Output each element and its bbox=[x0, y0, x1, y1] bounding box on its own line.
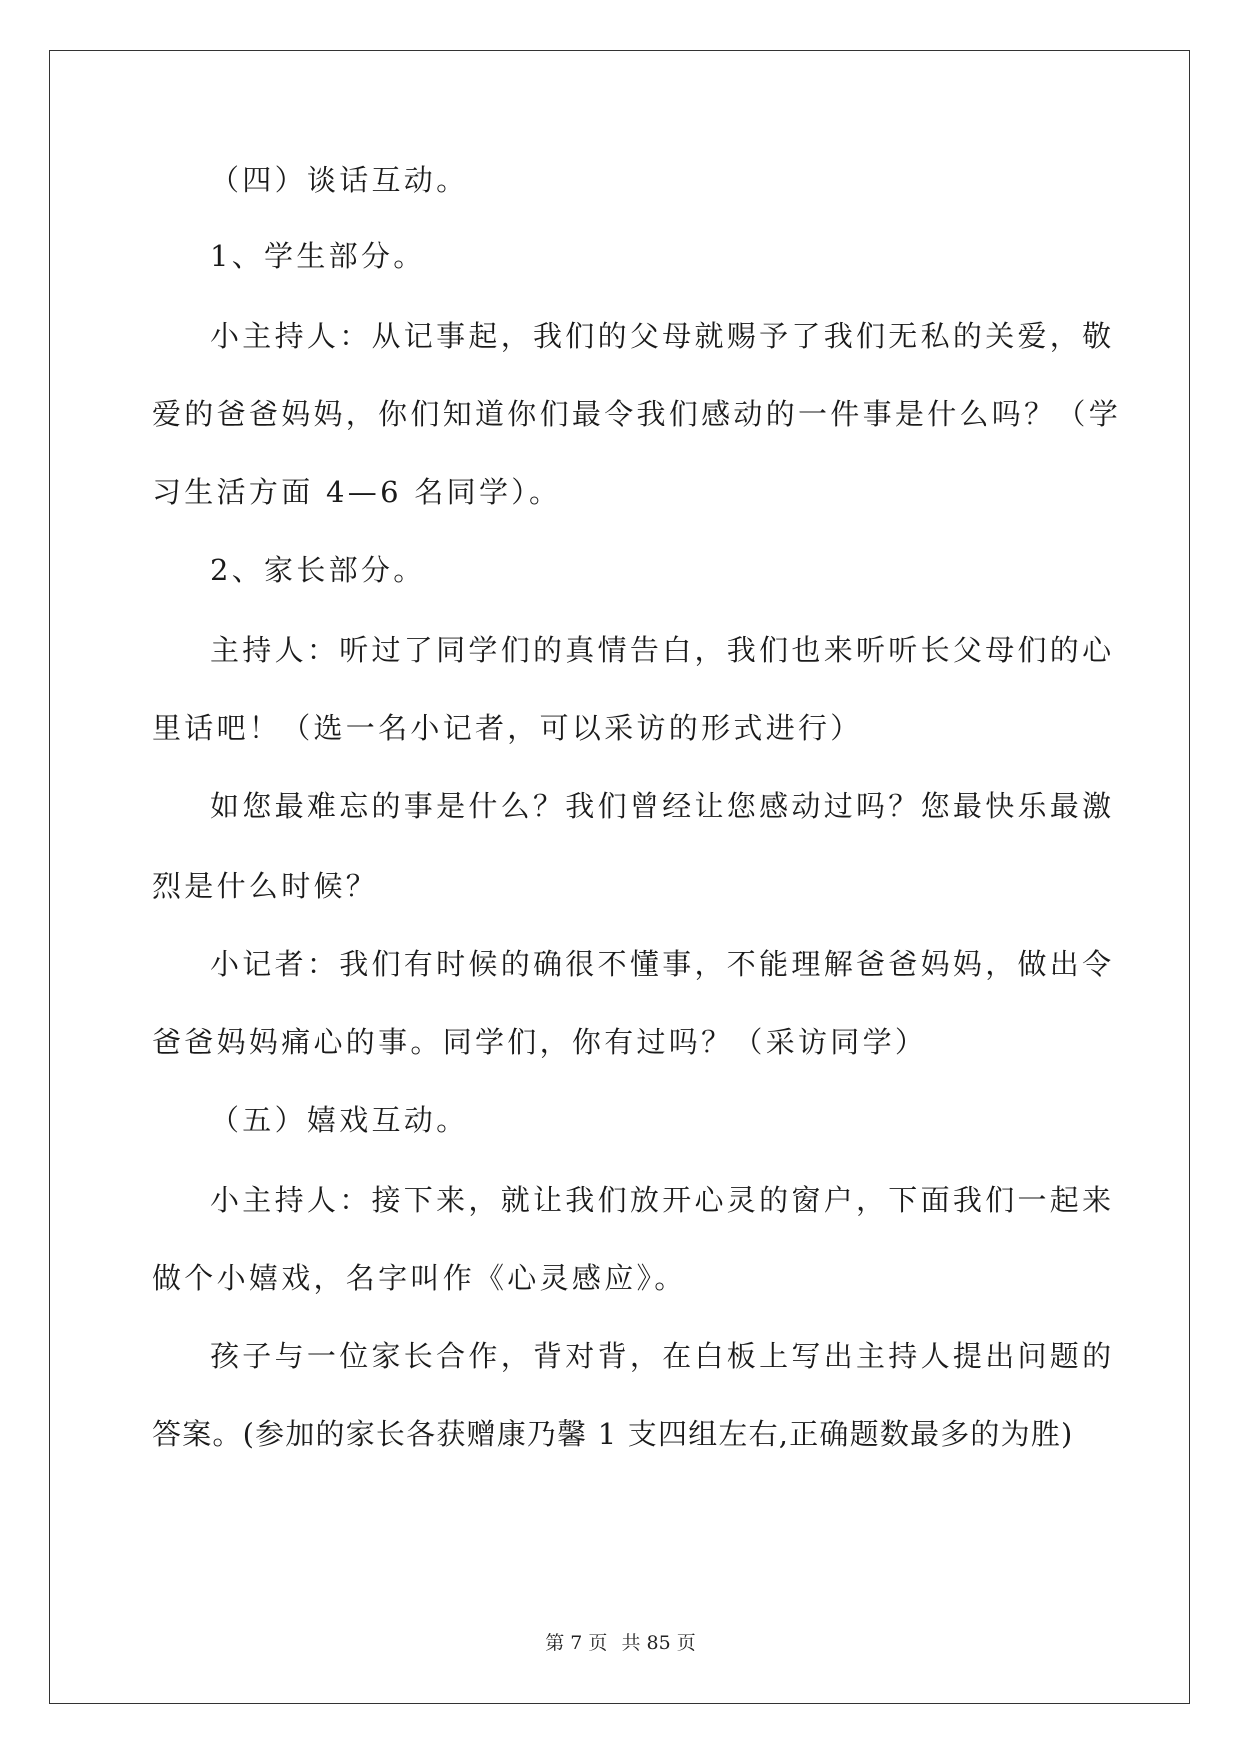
paragraph-line: 1、学生部分。 bbox=[210, 239, 426, 273]
paragraph-line: 小主持人：从记事起，我们的父母就赐予了我们无私的关爱，敬 bbox=[210, 319, 1115, 353]
paragraph-line: （五）嬉戏互动。 bbox=[210, 1103, 469, 1137]
paragraph-line: 爱的爸爸妈妈，你们知道你们最令我们感动的一件事是什么吗？（学 bbox=[152, 397, 1122, 431]
paragraph-line: 里话吧！（选一名小记者，可以采访的形式进行） bbox=[152, 711, 863, 745]
page-footer bbox=[0, 1628, 1241, 1655]
paragraph-line: 爸爸妈妈痛心的事。同学们，你有过吗？（采访同学） bbox=[152, 1025, 928, 1059]
paragraph-line: 孩子与一位家长合作，背对背，在白板上写出主持人提出问题的 bbox=[210, 1339, 1115, 1373]
paragraph-line: 小记者：我们有时候的确很不懂事，不能理解爸爸妈妈，做出令 bbox=[210, 947, 1115, 981]
paragraph-line: 主持人：听过了同学们的真情告白，我们也来听听长父母们的心 bbox=[210, 633, 1115, 667]
paragraph-line: 小主持人：接下来，就让我们放开心灵的窗户，下面我们一起来 bbox=[210, 1183, 1115, 1217]
paragraph-line: 如您最难忘的事是什么？我们曾经让您感动过吗？您最快乐最激 bbox=[210, 789, 1115, 823]
paragraph-line: 习生活方面 4—6 名同学）。 bbox=[152, 475, 562, 509]
paragraph-line: （四）谈话互动。 bbox=[210, 163, 469, 197]
paragraph-line: 做个小嬉戏，名字叫作《心灵感应》。 bbox=[152, 1261, 687, 1295]
paragraph-line: 答案。(参加的家长各获赠康乃馨 1 支四组左右,正确题数最多的为胜) bbox=[152, 1417, 1074, 1451]
page-number: 第 7 页 bbox=[545, 1632, 608, 1654]
paragraph-line: 烈是什么时候？ bbox=[152, 869, 379, 903]
paragraph-line: 2、家长部分。 bbox=[210, 553, 426, 587]
page-total: 共 85 页 bbox=[621, 1632, 696, 1654]
